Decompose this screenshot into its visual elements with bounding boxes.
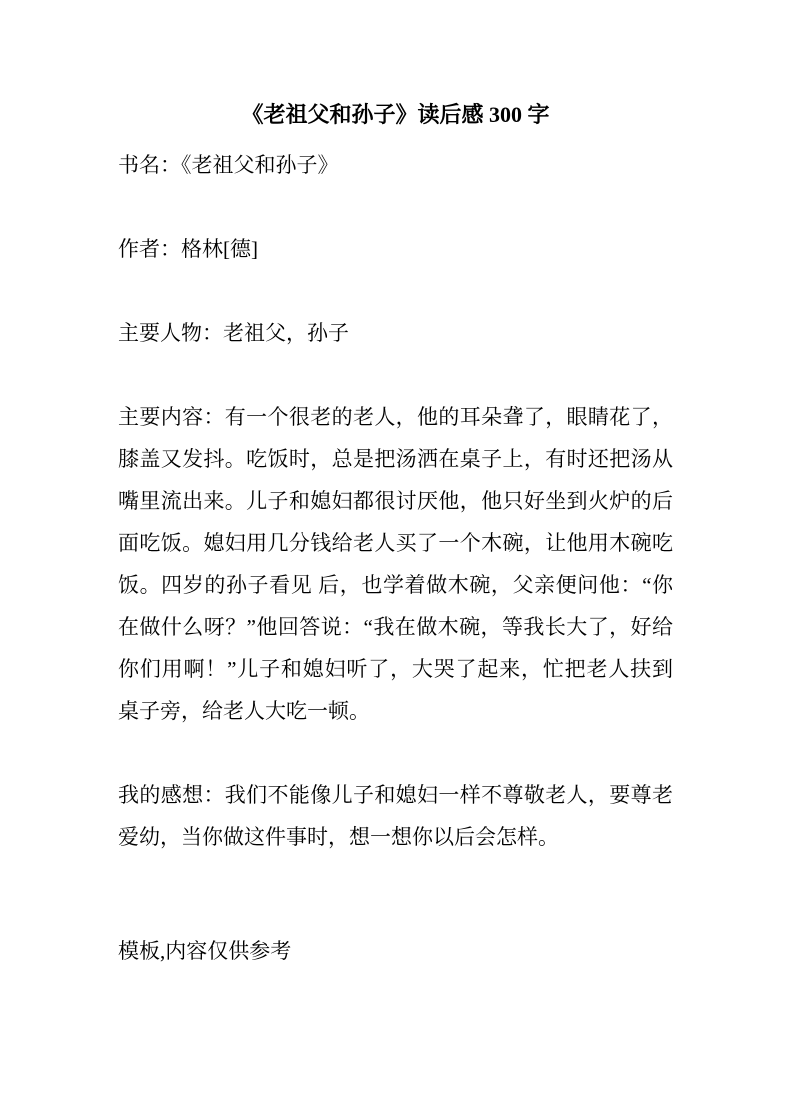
paragraph-main-content: 主要内容：有一个很老的老人，他的耳朵聋了，眼睛花了，膝盖又发抖。吃饭时，总是把汤洒在桌子上，有时还把汤从嘴里流出来。儿子和媳妇都很讨厌他，他只好坐到火炉的后面吃饭。媳妇用几分钱给老人买了一个木碗，让他用木碗吃饭。四岁的孙子看见 后，也学着做木碗，父亲便问他：“你在做什么呀？”他回答说：“我在做木碗，等我长大了，好给你们用啊！”儿子和媳妇听了，大哭了起来，忙把老人扶到桌子旁，给老人大吃一顿。 (118, 405, 673, 723)
paragraph-main-characters: 主要人物：老祖父，孙子 (118, 321, 349, 345)
paragraph-footer-note: 模板,内容仅供参考 (118, 939, 292, 963)
document-title: 《老祖父和孙子》读后感 300 字 (241, 102, 550, 127)
paragraph-book-name: 书名：《老祖父和孙子》 (118, 153, 339, 177)
paragraph-author: 作者：格林[德] (118, 237, 258, 261)
paragraph-my-thoughts: 我的感想：我们不能像儿子和媳妇一样不尊敬老人，要尊老爱幼，当你做这件事时，想一想你以后会怎样。 (118, 783, 673, 849)
